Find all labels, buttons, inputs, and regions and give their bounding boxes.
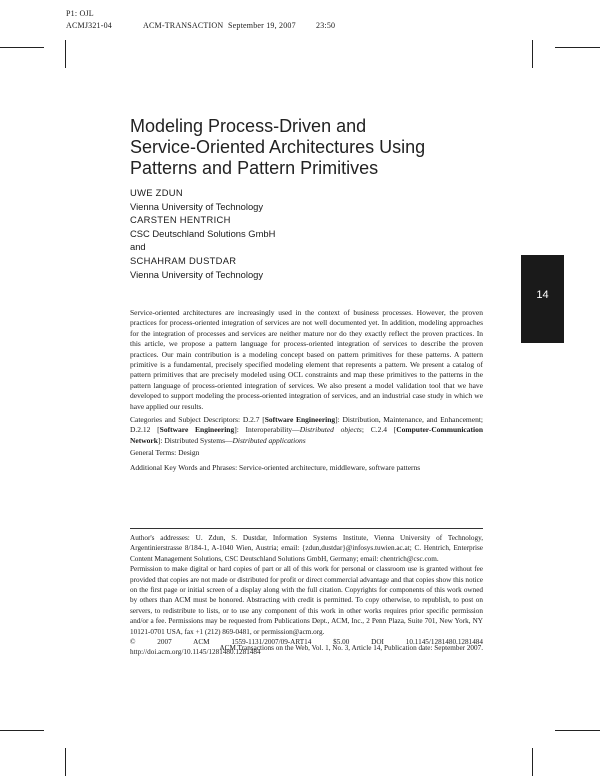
crop-mark [65,40,66,68]
crop-mark [65,748,66,776]
category-subterm: Distributed objects [299,425,362,435]
category-term: Software Engineering [159,425,235,435]
footnote-rule [130,528,483,529]
header-time: 23:50 [316,21,336,30]
title-line: Service-Oriented Architectures Using [130,137,426,157]
categories-text: ]: Distribution, Maintenance, and Enhancement; D.2.12 [ [130,415,483,435]
title-line: Modeling Process-Driven and [130,116,367,136]
author-affiliation: Vienna University of Technology [130,200,264,212]
header-date: September 19, 2007 [228,21,296,30]
author-block [130,186,490,281]
crop-mark [532,40,533,68]
category-term: Computer-Communication Network [130,425,484,445]
crop-mark [0,47,44,48]
categories-text: ]: Distributed Systems— [157,435,233,445]
keywords: Additional Key Words and Phrases: Service-oriented architecture, middleware, software patterns [130,463,421,472]
paper-title [130,116,450,179]
article-number: 14 [536,289,549,301]
abstract: Service-oriented architectures are increasingly used in the context of business processes. However, the proven practices for process-oriented integration of services are not well documented yet. In addition, modeling approaches for the integration of processes and services are neither mature nor do they exactly reflect the proven practices. In this article, we propose a pattern language for process-oriented integration of services to describe the proven practices. Our main contribution is a modeling concept based on pattern primitives for these patterns. A pattern primitive is a fundamental, precisely specified modeling element that represents a pattern. We present a catalog of pattern primitives that are precisely modeled using OCL constraints and map these primitives to the patterns in the pattern language of process-oriented integration of services. We also present a model validation tool that we have developed to support modeling the process-oriented integration of services, and an industrial case study in which we have applied our results. [130,308,483,411]
header-slug: P1: OJL [66,9,94,18]
title-line: Patterns and Pattern Primitives [130,158,379,178]
journal-citation: ACM Transactions on the Web, Vol. 1, No. 3, Article 14, Publication date: September 2007. [219,644,483,652]
categories-text: ]: Interoperability— [234,425,300,435]
article-number-tab [521,255,564,343]
permission-notice: Permission to make digital or hard copies of part or all of this work for personal or classroom use is granted without fee provided that copies are not made or distributed for profit or direct commercial advantage and that copies show this notice on the first page or initial screen of a display along with the full citation. Copyrights for components of this work owned by others than ACM must be honored. Abstracting with credit is permitted. To copy otherwise, to republish, to post on servers, to redistribute to lists, or to use any component of this work in other works requires prior specific permission and/or a fee. Permissions may be requested from Publications Dept., ACM, Inc., 2 Penn Plaza, Suite 701, New York, NY 10121-0701 USA, fax +1 (212) 869-0481, or permission@acm.org. [130,565,483,636]
author-affiliation: CSC Deutschland Solutions GmbH [130,227,276,239]
category-subterm: Distributed applications [232,435,306,445]
general-terms: General Terms: Design [130,448,200,457]
category-term: Software Engineering [264,415,336,424]
author-conjunction: and [130,241,146,253]
author-addresses: Author's addresses: U. Zdun, S. Dustdar, Information Systems Institute, Vienna University of Technology, Argentinierstrasse 8/184-1, A-1040 Wien, Austria; email: {zdun,dustdar}@infosys.tuwien.ac.at; C. Hentrich, Enterprise Content Management Solutions, CSC Deutschland Solutions GmbH, Germany; email: chentrich@csc.com. [130,534,483,563]
author-name: CARSTEN HENTRICH [130,214,231,226]
author-name: SCHAHRAM DUSTDAR [130,254,237,266]
categories-text: Categories and Subject Descriptors: D.2.7 [ [130,415,265,424]
author-name: UWE ZDUN [130,187,183,198]
crop-mark [532,748,533,776]
footnote [130,533,483,658]
author-affiliation: Vienna University of Technology [130,268,264,280]
header-journal: ACM-TRANSACTION [143,21,224,30]
copyright-line: © 2007 ACM 1559-1131/2007/09-ART14 $5.00 DOI 10.1145/1281480.1281484 http://doi.acm.org/10.1145/1281480.1281484 [130,638,483,657]
categories-descriptors [130,415,483,446]
crop-mark [555,47,600,48]
crop-mark [0,730,44,731]
categories-text: ; C.2.4 [ [361,425,397,435]
header-code: ACMJ321-04 [66,21,113,30]
crop-mark [555,730,600,731]
